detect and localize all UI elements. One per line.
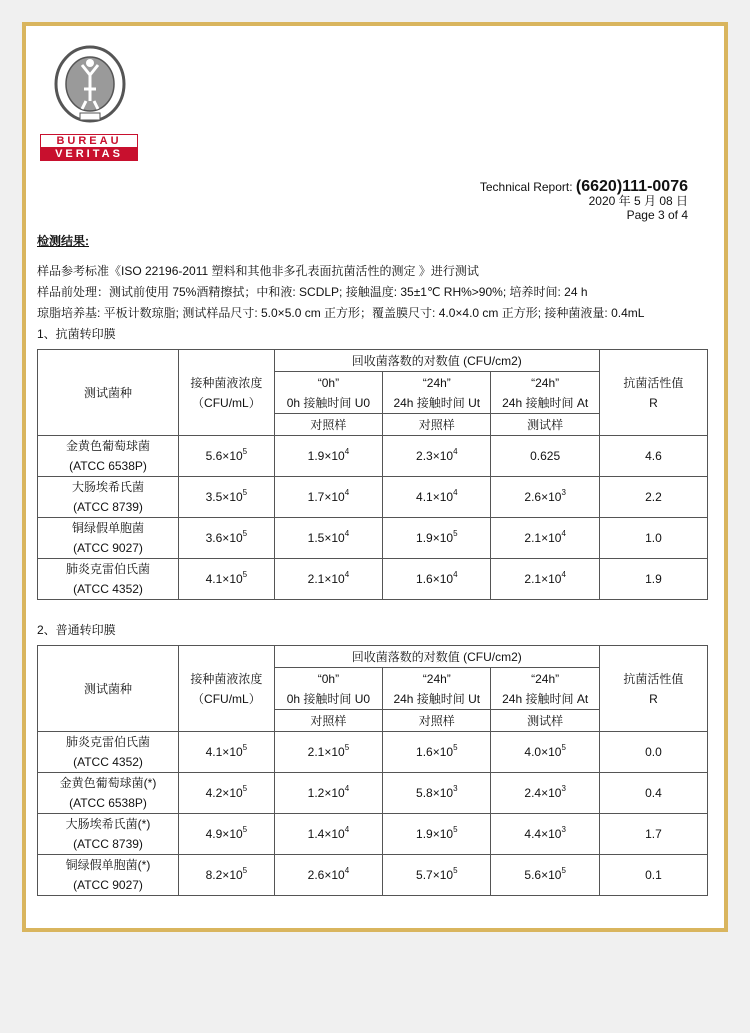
activity-cell: 4.6 [599,436,707,477]
header-24h-control: “24h” 24h 接触时间 Ut [383,668,491,710]
strain-cell: 肺炎克雷伯氏菌 (ATCC 4352) [38,732,179,773]
header-activity: 抗菌活性值 R [599,350,707,436]
u0-cell: $1.5\times 10^4$ [274,518,382,559]
header-24h-control-sample: 对照样 [383,414,491,436]
ut-cell: $1.6\times 10^4$ [383,559,491,600]
brand-top: BUREAU [40,134,138,148]
header-0h: “0h” 0h 接触时间 U0 [274,372,382,414]
medium-line: 琼脂培养基: 平板计数琼脂; 测试样品尺寸: 5.0×5.0 cm 正方形；覆盖膜尺寸: 4.0×4.0 cm 正方形; 接种菌液量: 0.4mL [37,306,645,320]
activity-cell: 0.1 [599,855,707,896]
table-row [38,436,708,477]
ut-cell: $2.3\times 10^4$ [383,436,491,477]
ut-cell: $1.6\times 10^5$ [383,732,491,773]
table-row [38,477,708,518]
activity-cell: 1.7 [599,814,707,855]
inoculum-cell: $3.6\times 10^5$ [179,518,275,559]
header-inoculum: 接种菌液浓度 （CFU/mL） [179,350,275,436]
u0-cell: $1.9\times 10^4$ [274,436,382,477]
ut-cell: $5.8\times 10^3$ [383,773,491,814]
brand-bottom: VERITAS [40,148,138,161]
table-row [38,518,708,559]
table-row [38,814,708,855]
strain-cell: 大肠埃希氏菌 (ATCC 8739) [38,477,179,518]
report-number: (6620)111-0076 [575,178,688,195]
bureau-veritas-seal [54,45,126,123]
activity-cell: 0.4 [599,773,707,814]
header-24h-control: “24h” 24h 接触时间 Ut [383,372,491,414]
header-activity: 抗菌活性值 R [599,646,707,732]
at-cell: 0.625 [491,436,599,477]
at-cell: $5.6\times 10^5$ [491,855,599,896]
at-cell: $2.4\times 10^3$ [491,773,599,814]
report-date: 2020 年 5 月 08 日 [588,194,688,208]
heading-table-1: 1、抗菌转印膜 [37,327,116,341]
header-recovery: 回收菌落数的对数值 (CFU/cm2) [274,646,599,668]
table-row [38,732,708,773]
section-title: 检测结果: [37,234,89,248]
activity-cell: 1.0 [599,518,707,559]
report-page: Page 3 of 4 [626,208,688,222]
activity-cell: 2.2 [599,477,707,518]
strain-cell: 铜绿假单胞菌 (ATCC 9027) [38,518,179,559]
at-cell: $2.1\times 10^4$ [491,518,599,559]
ut-cell: $1.9\times 10^5$ [383,814,491,855]
u0-cell: $1.2\times 10^4$ [274,773,382,814]
inoculum-cell: $4.2\times 10^5$ [179,773,275,814]
header-24h-test-sample: 测试样 [491,414,599,436]
standard-line: 样品参考标准《ISO 22196-2011 塑料和其他非多孔表面抗菌活性的测定 》进行测试 [37,264,479,278]
results-table-2 [37,645,708,896]
at-cell: $2.1\times 10^4$ [491,559,599,600]
inoculum-cell: $5.6\times 10^5$ [179,436,275,477]
ut-cell: $5.7\times 10^5$ [383,855,491,896]
report-header [480,180,688,222]
header-24h-test: “24h” 24h 接触时间 At [491,668,599,710]
header-strain: 测试菌种 [38,646,179,732]
header-0h-sample: 对照样 [274,710,382,732]
table-row [38,855,708,896]
table-row [38,559,708,600]
inoculum-cell: $8.2\times 10^5$ [179,855,275,896]
u0-cell: $2.6\times 10^4$ [274,855,382,896]
strain-cell: 金黄色葡萄球菌(*) (ATCC 6538P) [38,773,179,814]
at-cell: $4.4\times 10^3$ [491,814,599,855]
ut-cell: $4.1\times 10^4$ [383,477,491,518]
strain-cell: 铜绿假单胞菌(*) (ATCC 9027) [38,855,179,896]
header-0h-sample: 对照样 [274,414,382,436]
u0-cell: $1.7\times 10^4$ [274,477,382,518]
results-table-1 [37,349,708,600]
header-24h-control-sample: 对照样 [383,710,491,732]
table-row [38,773,708,814]
header-24h-test-sample: 测试样 [491,710,599,732]
strain-cell: 肺炎克雷伯氏菌 (ATCC 4352) [38,559,179,600]
header-recovery: 回收菌落数的对数值 (CFU/cm2) [274,350,599,372]
strain-cell: 金黄色葡萄球菌 (ATCC 6538P) [38,436,179,477]
ut-cell: $1.9\times 10^5$ [383,518,491,559]
header-strain: 测试菌种 [38,350,179,436]
activity-cell: 0.0 [599,732,707,773]
at-cell: $2.6\times 10^3$ [491,477,599,518]
u0-cell: $2.1\times 10^4$ [274,559,382,600]
report-label: Technical Report: [479,180,576,194]
inoculum-cell: $4.1\times 10^5$ [179,559,275,600]
strain-cell: 大肠埃希氏菌(*) (ATCC 8739) [38,814,179,855]
at-cell: $4.0\times 10^5$ [491,732,599,773]
activity-cell: 1.9 [599,559,707,600]
u0-cell: $2.1\times 10^5$ [274,732,382,773]
bureau-veritas-logo [40,45,140,160]
header-24h-test: “24h” 24h 接触时间 At [491,372,599,414]
header-inoculum: 接种菌液浓度 （CFU/mL） [179,646,275,732]
inoculum-cell: $3.5\times 10^5$ [179,477,275,518]
heading-table-2: 2、普通转印膜 [37,623,116,637]
u0-cell: $1.4\times 10^4$ [274,814,382,855]
pretreat-line: 样品前处理：测试前使用 75%酒精擦拭；中和液: SCDLP; 接触温度: 35±1℃ RH%>90%; 培养时间: 24 h [37,285,588,299]
header-0h: “0h” 0h 接触时间 U0 [274,668,382,710]
inoculum-cell: $4.9\times 10^5$ [179,814,275,855]
inoculum-cell: $4.1\times 10^5$ [179,732,275,773]
